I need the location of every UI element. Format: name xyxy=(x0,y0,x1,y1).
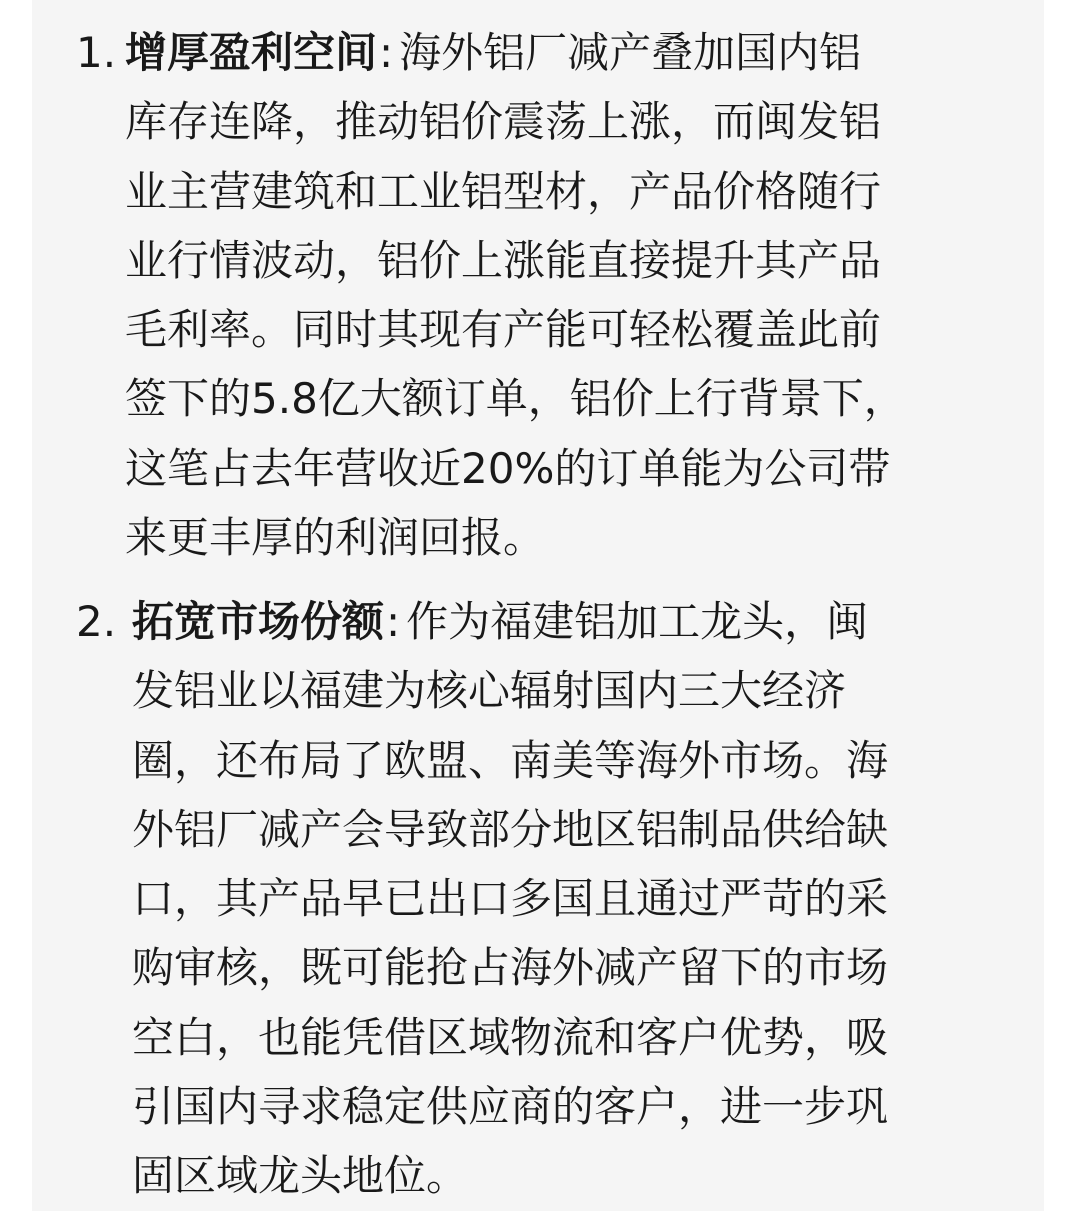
title-colon: : xyxy=(386,597,401,646)
text-line xyxy=(125,18,973,87)
text-line: 空白，也能凭借区域物流和客户优势，吸 xyxy=(132,1012,889,1062)
text-line: 毛利率。同时其现有产能可轻松覆盖此前 xyxy=(125,305,882,355)
text-line xyxy=(132,587,980,656)
text-line: 口，其产品早已出口多国且通过严苛的采 xyxy=(132,874,889,924)
list-item-title: 增厚盈利空间 xyxy=(125,28,378,77)
list-item-body xyxy=(125,18,973,572)
list-item-body xyxy=(132,587,980,1211)
content-card xyxy=(32,0,1044,1211)
text-line: 购审核，既可能抢占海外减产留下的市场 xyxy=(132,943,889,993)
list-item-number: 1. xyxy=(76,28,117,77)
list-item-number: 2. xyxy=(76,597,117,646)
list-item-title: 拓宽市场份额 xyxy=(132,597,385,646)
text-line: 固区域龙头地位。 xyxy=(132,1151,469,1201)
text-line: 库存连降，推动铝价震荡上涨，而闽发铝 xyxy=(125,97,882,147)
text-line: 来更丰厚的利润回报。 xyxy=(125,513,546,563)
text-line: 引国内寻求稳定供应商的客户，进一步巩 xyxy=(132,1082,889,1132)
title-colon: : xyxy=(379,28,394,77)
text-segment: 海外铝厂减产叠加国内铝 xyxy=(399,28,862,77)
text-line: 签下的5.8亿大额订单，铝价上行背景下， xyxy=(125,374,906,424)
text-line: 发铝业以福建为核心辐射国内三大经济 xyxy=(132,666,847,716)
text-segment: 作为福建铝加工龙头，闽 xyxy=(406,597,869,646)
text-line: 圈，还布局了欧盟、南美等海外市场。海 xyxy=(132,735,889,785)
text-line: 这笔占去年营收近20%的订单能为公司带 xyxy=(125,443,891,493)
text-line: 业主营建筑和工业铝型材，产品价格随行 xyxy=(125,166,882,216)
text-line: 外铝厂减产会导致部分地区铝制品供给缺 xyxy=(132,804,889,854)
text-line: 业行情波动，铝价上涨能直接提升其产品 xyxy=(125,235,882,285)
